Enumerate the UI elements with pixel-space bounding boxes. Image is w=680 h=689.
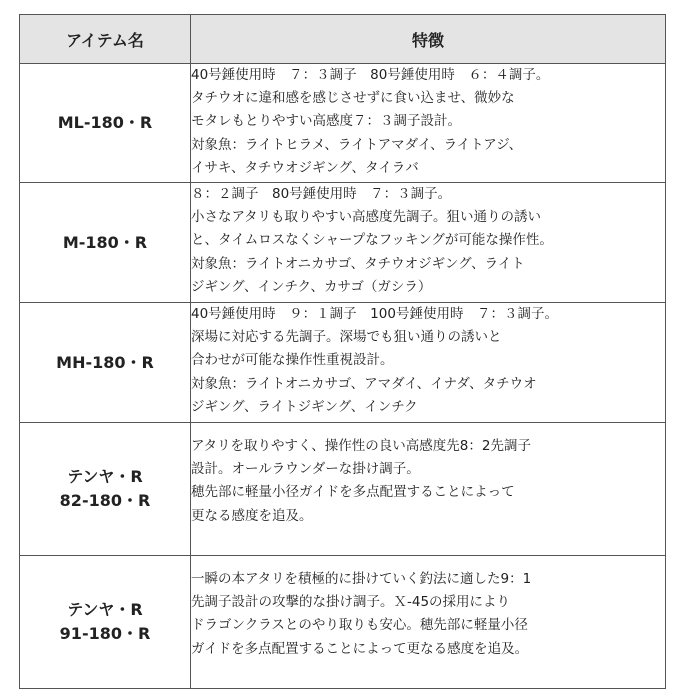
header-item-name: アイテム名 — [20, 15, 191, 64]
feature-line: ドラゴンクラスとのやり取りも安心。穂先部に軽量小径 — [191, 617, 528, 634]
item-name: M-180・R — [62, 232, 148, 252]
feature-line: ８：２調子 80号錘使用時 ７：３調子。 — [191, 186, 452, 202]
feature-line: 40号錘使用時 ９：１調子 100号錘使用時 ７：３調子。 — [191, 306, 558, 322]
item-name: ML-180・R — [57, 113, 153, 132]
item-name: テンヤ・R — [67, 600, 143, 619]
feature-line: 深場に対応する先調子。深場でも狙い通りの誘いと — [191, 329, 502, 346]
features-cell — [191, 556, 666, 689]
table-row — [20, 423, 666, 556]
item-name-cell — [20, 556, 191, 689]
feature-line: 対象魚：ライトオニカサゴ、タチウオジギング、ライト — [191, 255, 525, 272]
table-row — [20, 303, 666, 423]
table-row — [20, 183, 666, 303]
table-row — [20, 64, 666, 183]
item-name-cell — [20, 183, 191, 303]
feature-line: 一瞬の本アタリを積極的に掛けていく釣法に適した9：1 — [191, 571, 532, 587]
item-name: テンヤ・R — [67, 467, 143, 486]
table-row — [20, 556, 666, 689]
feature-line: ガイドを多点配置することによって更なる感度を追及。 — [191, 640, 529, 657]
feature-line: 合わせが可能な操作性重視設計。 — [191, 352, 394, 369]
feature-line: アタリを取りやすく、操作性の良い高感度先8：2先調子 — [191, 438, 531, 454]
header-row — [20, 15, 666, 64]
feature-line: タチウオに違和感を感じさせずに食い込ませ、微妙な — [191, 90, 515, 107]
spec-table — [19, 14, 666, 689]
features-cell — [191, 303, 666, 423]
feature-line: 40号錘使用時 ７：３調子 80号錘使用時 ６：４調子。 — [191, 67, 550, 83]
item-name: 82-180・R — [59, 491, 151, 510]
features-cell — [191, 64, 666, 183]
feature-line: モタレもとりやすい高感度７：３調子設計。 — [191, 113, 461, 130]
feature-line: 更なる感度を追及。 — [191, 507, 313, 524]
item-name: 91-180・R — [59, 624, 151, 643]
feature-line: 先調子設計の攻撃的な掛け調子。Ｘ-45の採用により — [191, 594, 511, 611]
feature-line: 設計。オールラウンダーな掛け調子。 — [191, 461, 420, 478]
feature-line: 対象魚：ライトオニカサゴ、アマダイ、イナダ、タチウオ — [191, 375, 537, 392]
feature-line: と、タイムロスなくシャープなフッキングが可能な操作性。 — [191, 232, 553, 249]
features-cell — [191, 183, 666, 303]
feature-line: ジギング、インチク、カサゴ（ガシラ） — [191, 278, 432, 295]
header-features: 特徴 — [191, 15, 666, 64]
item-name: MH-180・R — [56, 352, 154, 372]
feature-line: ジギング、ライトジギング、インチク — [191, 398, 418, 415]
feature-line: イサキ、タチウオジギング、タイラバ — [191, 159, 419, 176]
feature-line: 対象魚：ライトヒラメ、ライトアマダイ、ライトアジ、 — [191, 136, 523, 153]
features-cell — [191, 423, 666, 556]
feature-line: 穂先部に軽量小径ガイドを多点配置することによって — [191, 484, 515, 501]
item-name-cell — [20, 64, 191, 183]
item-name-cell — [20, 423, 191, 556]
feature-line: 小さなアタリも取りやすい高感度先調子。狙い通りの誘い — [191, 209, 542, 226]
item-name-cell — [20, 303, 191, 423]
